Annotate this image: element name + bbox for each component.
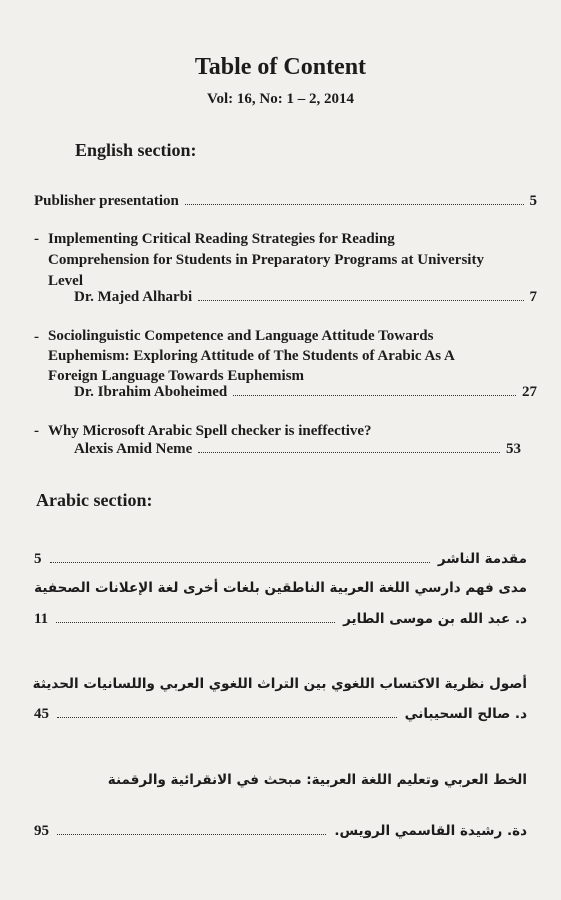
article-title-line: Level	[48, 273, 83, 289]
publisher-presentation-entry[interactable]	[34, 192, 537, 210]
article-author: Dr. Ibrahim Aboheimed	[74, 384, 228, 400]
arabic-article-title: الخط العربي وتعليم اللغة العربية: مبحث في الانقرائية والرقمنة	[107, 772, 527, 788]
arabic-entry-article-2[interactable]	[34, 705, 527, 723]
page-number: 95	[34, 823, 49, 839]
arabic-article-author: دة. رشيدة القاسمي الرويس.	[334, 823, 527, 839]
arabic-intro-entry[interactable]	[34, 550, 527, 568]
arabic-intro-label: مقدمة الناشر	[437, 551, 527, 567]
arabic-entry-article-1[interactable]	[34, 610, 527, 628]
article-author: Alexis Amid Neme	[74, 441, 193, 457]
arabic-article-title: مدى فهم دارسي اللغة العربية الناطقين بلغات أخرى لغة الإعلانات الصحفية	[34, 580, 527, 596]
page-title: Table of Content	[194, 54, 367, 80]
page-number: 11	[34, 611, 49, 627]
article-title-line: Why Microsoft Arabic Spell checker is ineffective?	[48, 423, 372, 439]
dot-leader	[185, 192, 524, 205]
arabic-article-title: أصول نظرية الاكتساب اللغوي بين التراث اللغوي العربي واللسانيات الحديثة	[32, 676, 527, 692]
article-title-line: Foreign Language Towards Euphemism	[48, 368, 305, 384]
dot-leader	[57, 822, 326, 835]
article-title-line: Implementing Critical Reading Strategies for Reading	[48, 231, 395, 247]
arabic-entry-article-3[interactable]	[34, 822, 527, 840]
arabic-section-heading: Arabic section:	[36, 490, 153, 510]
dot-leader	[57, 705, 397, 718]
page-number: 45	[34, 706, 49, 722]
english-section-heading: English section:	[75, 140, 197, 160]
page-number: 27	[522, 384, 537, 400]
article-title-line: Euphemism: Exploring Attitude of The Students of Arabic As A	[48, 348, 455, 364]
article-title-line: Sociolinguistic Competence and Language Attitude Towards	[48, 328, 434, 344]
article-author: Dr. Majed Alharbi	[74, 289, 193, 305]
article-title-line: Comprehension for Students in Preparatory Programs at University	[48, 252, 484, 268]
dot-leader	[198, 440, 500, 453]
page-number: 5	[34, 551, 42, 567]
volume-info: Vol: 16, No: 1 – 2, 2014	[207, 91, 354, 107]
bullet: -	[34, 329, 39, 345]
dot-leader	[233, 383, 516, 396]
bullet: -	[34, 423, 39, 439]
page-number: 7	[529, 289, 537, 305]
page-number: 5	[529, 193, 537, 209]
dot-leader	[56, 610, 335, 623]
dot-leader	[50, 550, 430, 563]
toc-entry-article-1[interactable]	[74, 288, 537, 306]
arabic-article-author: د. صالح السحيباني	[404, 706, 527, 722]
page-number: 53	[506, 441, 521, 457]
bullet: -	[34, 231, 39, 247]
dot-leader	[198, 288, 523, 301]
toc-entry-article-2[interactable]	[74, 383, 537, 401]
arabic-article-author: د. عبد الله بن موسى الطاير	[343, 611, 527, 627]
publisher-label: Publisher presentation	[34, 193, 179, 209]
toc-entry-article-3[interactable]	[74, 440, 521, 458]
